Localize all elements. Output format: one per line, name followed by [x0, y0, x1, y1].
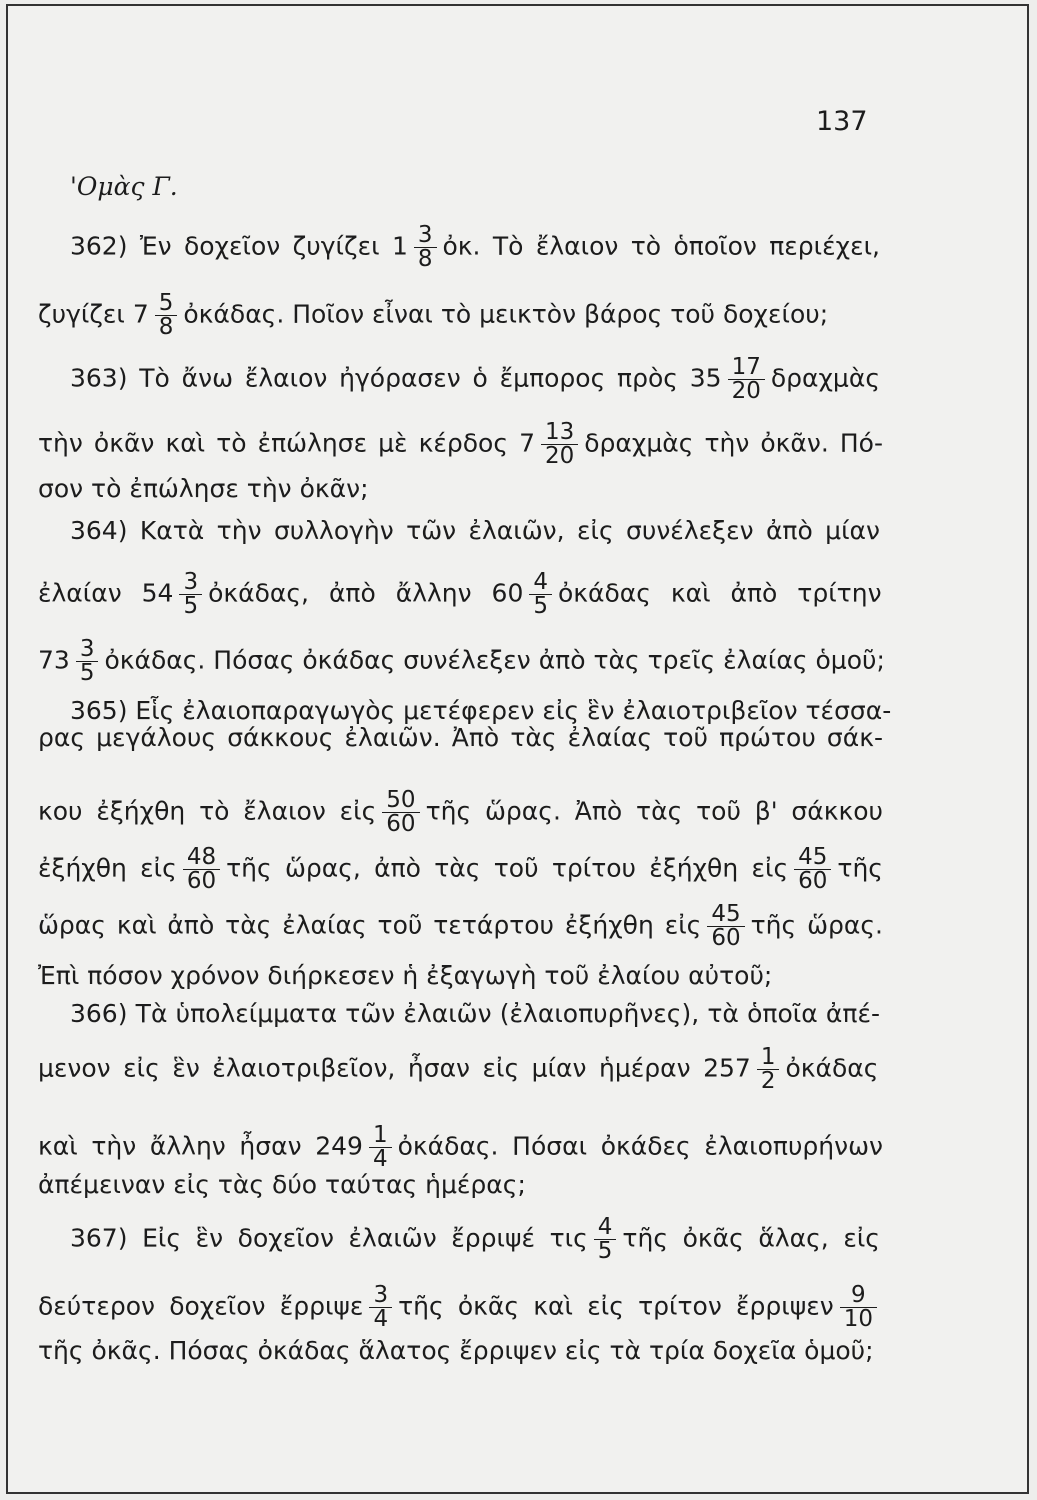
fraction-denominator: 5: [597, 1238, 613, 1264]
problem-367-line: [38, 1284, 883, 1331]
fraction-denominator: 4: [373, 1306, 389, 1332]
fraction-numerator: 1: [757, 1046, 780, 1070]
fraction: [183, 846, 220, 893]
page-number: 137: [816, 106, 868, 137]
text-segment: ὀκάδας. Ποῖον εἶναι τὸ μεικτὸν βάρος τοῦ δοχείου;: [183, 299, 829, 329]
text-segment: 364) Κατὰ τὴν συλλογὴν τῶν ἐλαιῶν, εἰς συνέλεξεν ἀπὸ μίαν: [70, 516, 880, 545]
problem-362-line: [70, 224, 880, 271]
fraction-numerator: 50: [382, 789, 419, 813]
problem-366-line: [38, 1046, 878, 1093]
fraction-denominator: 60: [711, 925, 741, 951]
problem-365-line: [38, 789, 883, 836]
fraction: [728, 356, 765, 403]
fraction-numerator: 48: [183, 846, 220, 870]
fraction-numerator: 3: [414, 224, 437, 248]
problem-364-line: [70, 516, 880, 546]
fraction-numerator: 17: [728, 356, 765, 380]
fraction-denominator: 8: [158, 314, 174, 340]
problem-364-line: [38, 571, 882, 618]
fraction: [594, 1216, 617, 1263]
fraction-numerator: 4: [529, 571, 552, 595]
text-segment: ὀκάδας: [785, 1053, 879, 1083]
fraction-denominator: 60: [186, 868, 217, 894]
fraction-denominator: 5: [79, 660, 95, 686]
problem-363-line: [38, 421, 883, 468]
text-segment: ὀκ. Τὸ ἔλαιον τὸ ὁποῖον περιέχει,: [442, 231, 880, 261]
fraction-denominator: 60: [798, 868, 828, 894]
fraction-numerator: 5: [155, 292, 178, 316]
text-segment: μενον εἰς ἓν ἐλαιοτριβεῖον, ἦσαν εἰς μίαν ἡμέραν 257: [38, 1053, 751, 1083]
fraction-numerator: 3: [76, 638, 99, 662]
fraction: [794, 846, 831, 893]
problem-362-line: [38, 292, 828, 339]
text-segment: τῆς: [837, 853, 883, 883]
fraction: [840, 1284, 877, 1331]
fraction-denominator: 4: [372, 1146, 388, 1172]
text-segment: τὴν ὀκᾶν καὶ τὸ ἐπώλησε μὲ κέρδος 7: [38, 428, 535, 458]
page: [6, 4, 1029, 1494]
text-segment: δραχμὰς τὴν ὀκᾶν. Πό-: [584, 428, 883, 458]
problem-365-line: [38, 846, 883, 893]
text-segment: ὀκάδας καὶ ἀπὸ τρίτην: [558, 578, 882, 608]
problem-366-line: [38, 1170, 526, 1200]
fraction-denominator: 8: [417, 246, 433, 272]
text-segment: 73: [38, 645, 70, 675]
text-segment: τῆς ὥρας.: [750, 910, 883, 940]
fraction-denominator: 2: [760, 1068, 776, 1094]
fraction-numerator: 9: [840, 1284, 877, 1308]
text-segment: δεύτερον δοχεῖον ἔρριψε: [38, 1291, 364, 1321]
text-segment: σον τὸ ἐπώλησε τὴν ὀκᾶν;: [38, 474, 369, 503]
text-segment: κου ἐξήχθη τὸ ἔλαιον εἰς: [38, 796, 377, 826]
problem-367-line: [70, 1216, 880, 1263]
problem-366-line: [38, 1124, 883, 1171]
fraction-denominator: 60: [386, 811, 416, 837]
fraction-numerator: 3: [179, 571, 202, 595]
text-segment: 363) Τὸ ἄνω ἔλαιον ἠγόρασεν ὁ ἔμπορος πρὸς 35: [70, 363, 722, 393]
problem-365-line: [38, 723, 883, 753]
problem-367-line: [38, 1336, 874, 1366]
text-segment: 365) Εἷς ἐλαιοπαραγωγὸς μετέφερεν εἰς ἓν ἐλαιοτριβεῖον τέσσα-: [70, 696, 892, 725]
text-segment: τῆς ὀκᾶς καὶ εἰς τρίτον ἔρριψεν: [398, 1291, 834, 1321]
text-segment: τῆς ὥρας, ἀπὸ τὰς τοῦ τρίτου ἐξήχθη εἰς: [226, 853, 789, 883]
fraction: [382, 789, 419, 836]
text-segment: 362) Ἐν δοχεῖον ζυγίζει 1: [70, 231, 408, 261]
text-segment: τῆς ὥρας. Ἀπὸ τὰς τοῦ β' σάκκου: [425, 796, 883, 826]
problem-363-line: [70, 356, 880, 403]
problem-365-line: [70, 696, 891, 726]
fraction-denominator: 10: [843, 1306, 873, 1332]
text-segment: 366) Τὰ ὑπολείμματα τῶν ἐλαιῶν (ἐλαιοπυρῆνες), τὰ ὁποῖα ἀπέ-: [70, 999, 880, 1028]
fraction-denominator: 20: [544, 443, 575, 469]
fraction-numerator: 45: [794, 846, 831, 870]
fraction-numerator: 4: [594, 1216, 617, 1240]
text-segment: ὀκάδας, ἀπὸ ἄλλην 60: [208, 578, 524, 608]
text-segment: τῆς ὀκᾶς. Πόσας ὀκάδας ἅλατος ἔρριψεν εἰς τὰ τρία δοχεῖα ὁμοῦ;: [38, 1336, 874, 1365]
problem-365-line: [38, 903, 883, 950]
text-segment: ἐλαίαν 54: [38, 578, 174, 608]
problem-364-line: [38, 638, 885, 685]
fraction: [76, 638, 99, 685]
text-segment: ὀκάδας. Πόσαι ὀκάδες ἐλαιοπυρήνων: [397, 1131, 883, 1161]
text-segment: καὶ τὴν ἄλλην ἦσαν 249: [38, 1131, 363, 1161]
fraction-numerator: 13: [541, 421, 578, 445]
text-segment: Ἐπὶ πόσον χρόνον διήρκεσεν ἡ ἐξαγωγὴ τοῦ ἐλαίου αὐτοῦ;: [38, 961, 773, 990]
fraction: [529, 571, 552, 618]
text-segment: ὥρας καὶ ἀπὸ τὰς ἐλαίας τοῦ τετάρτου ἐξήχθη εἰς: [38, 910, 702, 940]
fraction: [707, 903, 744, 950]
problem-363-line: [38, 474, 369, 504]
fraction-denominator: 5: [183, 593, 199, 619]
fraction-numerator: 3: [369, 1284, 392, 1308]
fraction: [369, 1284, 392, 1331]
fraction: [155, 292, 178, 339]
text-segment: ζυγίζει 7: [38, 299, 149, 329]
text-segment: ἀπέμειναν εἰς τὰς δύο ταύτας ἡμέρας;: [38, 1170, 526, 1199]
fraction: [414, 224, 437, 271]
fraction-numerator: 45: [707, 903, 744, 927]
text-segment: 367) Εἰς ἓν δοχεῖον ἐλαιῶν ἔρριψέ τις: [70, 1223, 588, 1253]
fraction: [757, 1046, 780, 1093]
fraction-denominator: 20: [731, 378, 761, 404]
group-title: 'Ομὰς Γ.: [70, 172, 178, 201]
text-segment: ρας μεγάλους σάκκους ἐλαιῶν. Ἀπὸ τὰς ἐλαίας τοῦ πρώτου σάκ-: [38, 723, 883, 752]
fraction: [541, 421, 578, 468]
text-segment: ὀκάδας. Πόσας ὀκάδας συνέλεξεν ἀπὸ τὰς τρεῖς ἐλαίας ὁμοῦ;: [104, 645, 885, 675]
text-segment: τῆς ὀκᾶς ἅλας, εἰς: [622, 1223, 880, 1253]
fraction-numerator: 1: [369, 1124, 392, 1148]
text-segment: ἐξήχθη εἰς: [38, 853, 177, 883]
fraction-denominator: 5: [533, 593, 548, 619]
fraction: [179, 571, 202, 618]
problem-365-line: [38, 961, 772, 991]
problem-366-line: [70, 999, 880, 1029]
fraction: [369, 1124, 392, 1171]
text-segment: δραχμὰς: [770, 363, 880, 393]
